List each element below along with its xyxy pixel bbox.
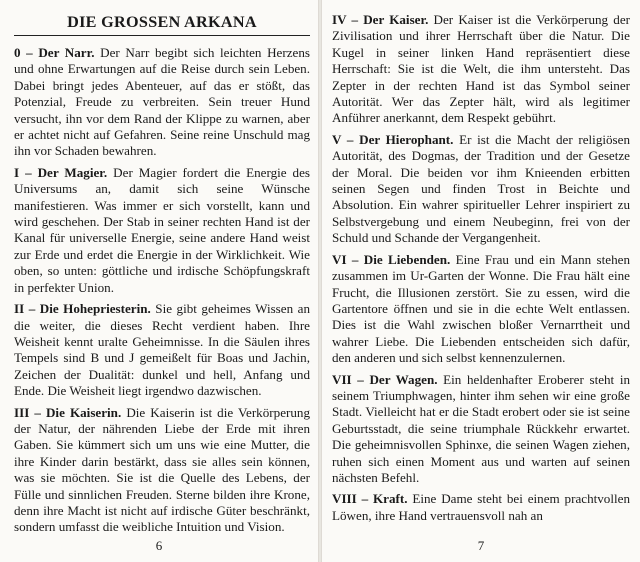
entry-title: V – Der Hierophant. xyxy=(332,131,454,147)
entry-title: I – Der Magier. xyxy=(14,164,108,180)
entry-title: III – Die Kaiserin. xyxy=(14,404,122,420)
entry-der-magier xyxy=(14,165,310,296)
entry-title: IV – Der Kaiser. xyxy=(332,12,429,27)
entry-title: VII – Der Wagen. xyxy=(332,371,438,387)
entry-die-liebenden xyxy=(332,252,630,367)
entry-text: Er ist die Macht der religiösen Autorität, des Dogmas, der Tradition und der Gesetze der Moral. Die beiden vor ihm Knieenden erbitten seinen Segen und finden Trost in Beichte und Absolution. Ein wahrer spiritueller Lehrer inspiriert zu Selbstvergebung und einem Neubeginn, frei von der Schuld und Schande der Vergangenheit. xyxy=(332,131,631,246)
entry-kraft xyxy=(332,491,630,524)
page-number: 7 xyxy=(477,538,485,553)
entry-die-kaiserin xyxy=(14,405,310,536)
left-page xyxy=(0,0,318,562)
page-number: 6 xyxy=(155,538,163,553)
entry-der-narr xyxy=(14,45,310,160)
entry-text: Die Kaiserin ist die Verkörperung der Natur, der nährenden Liebe der Erde mit ihren Gaben. Sie kümmert sich um uns wie eine Mutter, die ihre Kinder darin bestärkt, dass sie alles sein können, was sie möchten. Sie ist die Quelle des Lebens, der Fülle und sinnlichen Freuden. Sterne bilden ihre Krone, denn ihre Macht ist nicht auf irdische Güter beschränkt, sondern umfasst die weibliche Intuition und Vision. xyxy=(14,404,311,535)
page-heading: DIE GROSSEN ARKANA xyxy=(67,13,257,31)
entry-text: Ein heldenhafter Eroberer steht in seinem Triumphwagen, hinter ihm sehen wir eine große Stadt. Vielleicht hat er die Stadt erobert oder sie ist seine Geburtsstadt, die seine triumphale Rückkehr erwartet. Die geheimnisvollen Sphinxe, die seinen Wagen ziehen, ruhen sich einen Moment aus und warten auf seinen nächsten Befehl. xyxy=(332,371,631,485)
entry-title: VIII – Kraft. xyxy=(332,491,408,507)
entry-text: Eine Dame steht bei einem prachtvollen Löwen, ihre Hand vertrauensvoll nah an xyxy=(332,491,630,523)
entry-text: Der Kaiser ist die Verkörperung der Zivilisation und ihrer Herrschaft über die Natur. Die Kugel in seiner linken Hand repräsentiert diese Herrschaft: Sie ist die Welt, die ihm untersteht. Das Zepter in der rechten Hand ist das Symbol seiner Autorität. Wer das Zepter hält, wird als legitimer Anführer anerkannt, dem Respekt gebührt. xyxy=(332,12,630,126)
entry-text: Sie gibt geheimes Wissen an die weiter, die dieses Recht verdient haben. Ihre Weisheit kennt uralte Geheimnisse. In die Säulen ihres Tempels sind B und J gemeißelt für Boas und Jachin, Zeichen der Dualität: dunkel und hell, Anfang und Ende. Die Weisheit liegt irgendwo dazwischen. xyxy=(14,301,310,399)
entry-der-hierophant xyxy=(332,132,630,247)
heading-rule xyxy=(14,35,310,36)
entry-text: Der Narr begibt sich leichten Herzens und ohne Erwartungen auf die Reise durch sein Leben. Dabei bringt jedes Abenteuer, auf das er stößt, das Potenzial, Freude zu verbreiten. Sein treuer Hund versucht, ihn vor dem Rand der Klippe zu warnen, aber er achtet nicht auf Gefahren. Seine reine Unschuld mag ihn vor Schaden bewahren. xyxy=(14,45,310,159)
entry-title: 0 – Der Narr. xyxy=(14,45,95,60)
entry-die-hohepriesterin xyxy=(14,301,310,399)
entry-title: VI – Die Liebenden. xyxy=(332,251,451,267)
entry-text: Der Magier fordert die Energie des Universums an, damit sich seine Wünsche manifestieren. Was immer er sich vorstellt, kann und wird geschehen. Der Stab in seiner rechten Hand ist der Kanal für universelle Energie, seine andere Hand weist zur Erde und erdet die Energie in der Wirklichkeit. Wie oben, so unten: göttliche und irdische Schöpfungskraft in perfekter Union. xyxy=(14,164,311,295)
entry-text: Eine Frau und ein Mann stehen zusammen im Ur-Garten der Wonne. Die Frau hält eine Frucht, die Illusionen zerstört. Sie zu essen, wird die Gartentore öffnen und sie in die echte Welt entlassen. Dies ist die Wahl zwischen bloßer Vernarrtheit und wahrer Liebe. Die Liebenden entscheiden sich dafür, den anderen und sich selbst kennenzulernen. xyxy=(332,251,630,366)
entry-title: II – Die Hohepriesterin. xyxy=(14,301,151,317)
right-page xyxy=(322,0,640,562)
entry-der-wagen xyxy=(332,372,630,487)
entry-der-kaiser xyxy=(332,12,630,127)
